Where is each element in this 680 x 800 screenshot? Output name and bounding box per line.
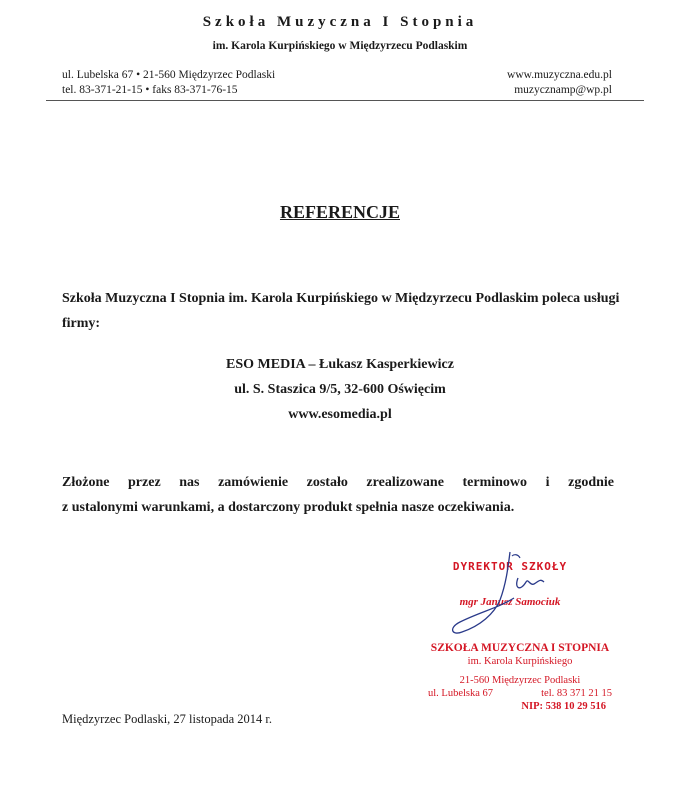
body-line-1: Złożone przez nas zamówienie zostało zrealizowane terminowo i zgodnie <box>62 475 614 490</box>
stamp-school-street: ul. Lubelska 67 <box>428 688 494 699</box>
handwritten-signature <box>440 548 580 644</box>
intro-paragraph: Szkoła Muzyczna I Stopnia im. Karola Kurpińskiego w Międzyrzecu Podlaskim poleca usługi firmy: <box>62 291 620 331</box>
school-patron-heading: im. Karola Kurpińskiego w Międzyrzecu Podlaskim <box>212 40 468 52</box>
company-block <box>0 352 680 427</box>
stamp-school-nip: NIP: 538 10 29 516 <box>521 701 606 712</box>
letterhead-email: muzycznamp@wp.pl <box>514 84 612 96</box>
letterhead-phone: tel. 83-371-21-15 • faks 83-371-76-15 <box>62 84 238 96</box>
stamp-street-tel-row <box>420 687 620 700</box>
company-website: www.esomedia.pl <box>288 407 392 422</box>
school-stamp <box>420 642 620 713</box>
body-paragraph <box>62 470 614 520</box>
director-title-stamp: DYREKTOR SZKOŁY <box>452 560 568 573</box>
letterhead-address: ul. Lubelska 67 • 21-560 Międzyrzec Podlaski <box>62 69 276 81</box>
school-name-heading: Szkoła Muzyczna I Stopnia <box>202 14 478 30</box>
stamp-school-patron: im. Karola Kurpińskiego <box>467 656 573 667</box>
stamp-school-name: SZKOŁA MUZYCZNA I STOPNIA <box>430 642 610 654</box>
company-address: ul. S. Staszica 9/5, 32-600 Oświęcim <box>234 382 446 397</box>
letterhead-website: www.muzyczna.edu.pl <box>507 69 612 81</box>
body-line-2: z ustalonymi warunkami, a dostarczony produkt spełnia nasze oczekiwania. <box>62 500 515 515</box>
letterhead-contact-right <box>507 68 612 98</box>
letterhead-divider <box>46 100 644 101</box>
stamp-school-city: 21-560 Międzyrzec Podlaski <box>459 675 581 686</box>
place-and-date: Międzyrzec Podlaski, 27 listopada 2014 r. <box>62 712 273 726</box>
letterhead-contact-left <box>62 68 275 98</box>
director-name-stamp: mgr Janusz Samociuk <box>459 596 561 608</box>
stamp-school-tel: tel. 83 371 21 15 <box>541 688 612 699</box>
document-title: REFERENCJE <box>279 202 400 222</box>
company-name: ESO MEDIA – Łukasz Kasperkiewicz <box>226 357 454 372</box>
